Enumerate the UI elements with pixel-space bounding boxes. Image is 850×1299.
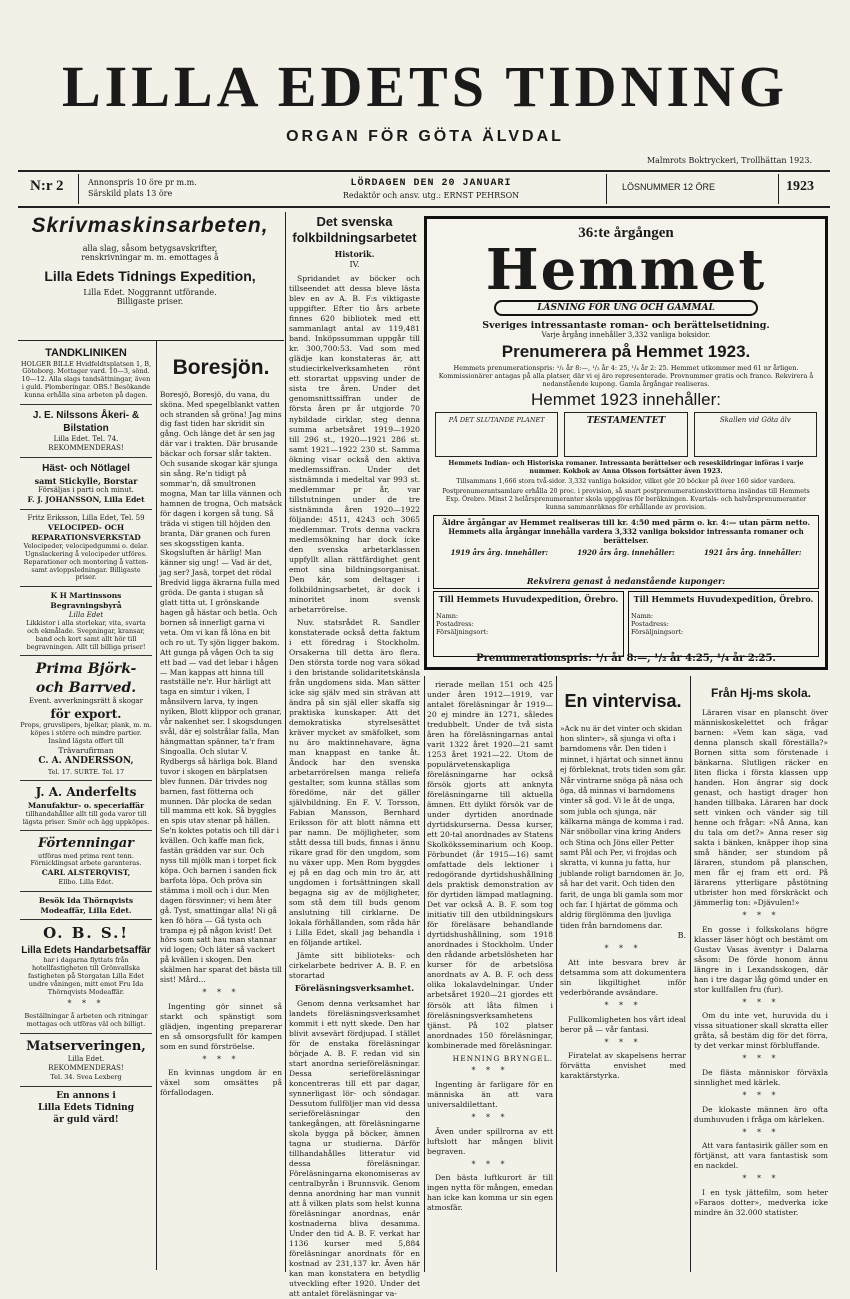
- article-paragraph: rierade mellan 151 och 425 under åren 1912—1919, var antalet föreläsningar år 1919—20 ej mindre än 1271, således tredubbelt. Under de två sista åren ha föreläsningarnas antal varit 1322 året 1920—21 samt 1253 året 1921—22. Utom de populärvetenskapliga föreläsningarne har också försök gjorts att anknyta föreläsningarne till aktuella ämnen. Ett dylikt försök var de under dyrtiden anordnade dyrtidskurserna. Dessa kurser, ett 20-tal anordnades av Statens Skolköksseminarium och Koop. Förbundet (år 1915—16) samt omfattade dels lektioner i redogörande dyrtidshushållning dels praktisk demonstration av för dyrtiden lämpad matlagning. Det var också A. B. F. som tog initiativ till den utbildningskurs för föreläsare behandlande dyrtidshushållning, som 1918 anordnades i Stockholm. Under den rådande arbetslösheten har kurser för de arbetslösa anordnats av A. B. F. och dess olika lokalavdelningar. Under arbetsåret 1920—21 gjordes ett försök att låta filmen i föreläsningsverksamhetens tjänst. På 102 platser anordnades 150 föreläsningar, kombinerade med föreläsningar.: [427, 680, 553, 1050]
- column-rule: [690, 676, 691, 1272]
- year-contents: 1919 års årg. innehåller:: [450, 547, 549, 557]
- obs-title: O. B. S.!: [43, 924, 129, 943]
- dental-clinic-text: HOLGER BILLE Hvidfeldtsplatsen 1, B, Göteborg. Mottager vard. 10—3, sönd. 10—12. Alla slags tandsättningar, även i guld. Plomberingar. OBS.! Besökande kunna erhålla sina arbeten på dagen.: [20, 359, 152, 399]
- hemmet-year: 36:te årgången: [578, 225, 674, 241]
- coupon-field: Försäljningsort:: [436, 627, 489, 636]
- top-rule: [18, 170, 830, 172]
- printer-credit: Malmrots Boktryckeri, Trollhättan 1923.: [646, 156, 812, 165]
- column-rule: [156, 340, 157, 1270]
- ad-rule: [18, 340, 284, 341]
- article-paragraph: En gosse i folkskolans högre klasser läser högt och bestämt om Gustav Vasas äventyr i Dalarna såsom: De förde honom ännu längre in i Lexandsskogen, där han i tre dagar låg gömd under en stor kullfallen fru (fur).: [694, 924, 828, 994]
- aphorism: Även under spillrorna av ett luftslott har mången blivit begraven.: [427, 1126, 553, 1156]
- column-rule: [424, 676, 425, 1272]
- handicraft-title: Lilla Edets Handarbetsaffär: [21, 945, 151, 957]
- aphorism: De flästa människor förväxla sinnlighet med kärlek.: [694, 1067, 828, 1087]
- coupon-field: Postadress:: [436, 619, 474, 628]
- typewriting-ad-line: alla slag, såsom betygsavskrifter,: [82, 244, 218, 253]
- aphorism: Ingenting är farligare för en människa än att vara universaldilettant.: [427, 1080, 553, 1110]
- poem-column: Boresjön. Boresjö, Boresjö, du vana, du sköna. Med spegelblankt vatten och stranden så gröna! Jag mins dig fast tiden har skridit sin gång. Och länge det är sen jag där var i trakten. Där brusande bäckar och forsar slår takten. Och susande skogar kär sjunga sin sång. Re'n tidigt på sommar'n, då smultronen mogna, Man tar lilla vännen och hamnen de trogna, Och matsäck för dagen i korgen så tung. Så träda vi stigen till höjden den branta, Där granen och furen ses skogsstigen kanta. Skogsluften är härlig! Man känner sig ung! — Vad är det, jag ser? Jasä, torpet det rödal Bredvid ligga äkrarna fulla med gröda. De ganta i stugan så glatt titta ut. I grönskande hagen gå hästar och betla. Och bornen så innerligt garna vi veta. Om vi kan få löna en bit och ro ut. Ty sjön ligger bakom. Att gunga på vågen Och ta sig ett bad — vad det lebar i hågen — Man kappas att hinna till rastställe ne'r. Hur härligt att taga en simtur i viken, I månsilvern larva, ty ingen nyiken, Blott klippor och granar, vår nakenhet ser. I skogsdungen svål, där ej solstrålar falla, Man hängmattan spänner, ta'r fram Singoalla. Och slutar V. Rydbergs så härliga bok. Bland tuvor i skogen en bärplatsen blev funnen. Där trivdes nog barnen, fast fötterna och munnen. Där plocka de sedan till mamma ett kok. Så byggles en spis utav stenar på hällen. Se'n koktes potatis och till där i kvällen. Och kaffe man fick, fastän grädden var sur. Och nyss till mjölk man i torpet fick köpa. Och barnen i sanden fick barfota löpa. Och pröva sin stämma i moll och i dur. Men dagen försvinner; vi hem åter gå. Tyst, smattingar alla! Ni gå ken fö höra — Gå tysta och trampa ej på någon kvist! Det hörs som satt hau man stannar vid logen; Och läter så vackert på kvällen i skogen. Den skälmen har sparat det bästa till sist! Mård... * * * Ingenting gör sinnet så starkt och spänstigt som glädjen, ingenting preparerar en så omsorgsfullt för kampen som en sund förströelse. * * * En kvinnas ungdom är en växel som omsättes på förfallodagen.: [160, 356, 282, 1098]
- left-ads-column: TANDKLINIKEN HOLGER BILLE Hvidfeldtsplatsen 1, B, Göteborg. Mottager vard. 10—3, sönd. 10—12. Alla slags tandsättningar, även i guld. Plomberingar. OBS.! Besökande kunna erhålla sina arbeten på dagen. J. E. Nilssons Åkeri- & Bilstation Lilla Edet. Tel. 74. REKOMMENDERAS! Häst- och Nötlagel samt Stickylle, Borstar Försäljas i parti och minut. F. J. JOHANSSON, Lilla Edet Fritz Eriksson, Lilla Edet, Tel. 59 VELOCIPED- OCH REPARATIONSVERKSTAD Velocipeder, velocipedgummi o. delar. Ugnslackering å velocipeder utföres. Reparationer och montering å vatten- samt avloppsledningar. Billigaste priser. K H Martinssons Begravningsbyrå Lilla Edet Likkistor i alla storlekar, vita, svarta och ekmålade. Svepningar, kransar, band och kort samt allt hör till begravningen. Allt till billiga priser! Prima Björk- och Barrved. Event. avverkningsrätt å skogar för export. Props, gruvslipers, bjelkar, plank, m. m. köpes i större och mindre partier. Insänd lägsta offert till Trävarufirman C. A. ANDERSSON, Tel. 17. SURTE. Tel. 17 J. A. Anderfelts Manufaktur- o. speceriaffär tillhandahåller allt till goda varor till lägsta priser. Smör och ägg uppköpes. Förtenningar utföras med prima rent tenn. Förnicklingsat arbete garanteras. CARL ALSTERQVIST, Ellbo. Lilla Edet. Besök Ida Thörnqvists Modeaffär, Lilla Edet. O. B. S.! Lilla Edets Handarbetsaffär har i dagarna flyttats från hotellfastigheten till Grönvallska fastigheten på Storgatan Lilla Edet undre våningen, mitt emot Fru Ida Thörnqvists Modeaffär. * * * Beställningar å arbeten och ritningar mottagas och utföras väl och billigt. Matserveringen, Lilla Edet. REKOMMENDERAS! Tel. 34. Svea Lexberg En annons i Lilla Edets Tidning är guld värd!: [20, 347, 152, 1125]
- firewood-title: Prima Björk-: [35, 661, 137, 678]
- article-subtitle: Historik.: [334, 249, 375, 260]
- winter-song-text: »Ack nu är det vinter och skidan hon slinter», så sjunga vi ofta i barndomens vår. Den tiden i minnet, i hjärtat och sinnet ännu ej förbleknat, trots tiden som går. Når vintrarne snöga på näsa och öga, då minnas vi barndomens vinter så god. Vi le åt de unga, som jubla och sjunga, när kälkarna mänga de komma i rad. När snöbollar vina kring Anders och Stina och Jöns eller Petter samt Pål och Per, vi frojdas och skratta, vi kunna ju fatta, hur jublande roligt barndomen är. Jo, så har det varit. Och tiden den farit, de unga bli gamla som mor och far. I hjärtat de gömma och aldrig förglömma den ljuvliga tiden från barndomens dar.: [560, 723, 686, 930]
- hemmet-ad: [424, 216, 828, 670]
- typewriting-ad-line: Lilla Edet. Noggrannt utförande.: [83, 288, 217, 297]
- tinning-place: Ellbo. Lilla Edet.: [58, 878, 114, 887]
- house-ad-line: Lilla Edets Tidning: [38, 1102, 134, 1113]
- poem-text: Boresjö, Boresjö, du vana, du sköna. Med spegelblankt vatten och stranden så gröna! Jag mins dig fast tiden har skridit sin gång. Och länge det är sen jag där var i trakten. Där brusande bäckar och forsar slår takten. Och susande skogar kär sjunga sin sång. Re'n tidigt på sommar'n, då smultronen mogna, Man tar lilla vännen och hamnen de trogna, Och matsäck för dagen i korgen så tung. Så träda vi stigen till höjden den branta, Där granen och furen ses skogsstigen kanta. Skogsluften är härlig! Man känner sig ung! — Vad är det, jag ser? Jasä, torpet det rödal Bredvid ligga äkrarna fulla med gröda. De ganta i stugan så glatt titta ut. I grönskande hagen gå hästar och betla. Och bornen så innerligt garna vi veta. Om vi kan få löna en bit och ro ut. Ty sjön ligger bakom. Att gunga på vågen Och ta sig ett bad — vad det lebar i hågen — Man kappas att hinna till rastställe ne'r. Hur härligt att taga en simtur i viken, I månsilvern larva, ty ingen nyiken, Blott klippor och granar, vår nakenhet ser. I skogsdungen svål, där ej solstrålar falla, Man hängmattan spänner, ta'r fram Singoalla. Och slutar V. Rydbergs så härliga bok. Bland tuvor i skogen en bärplatsen blev funnen. Där trivdes nog barnen, fast fötterna och munnen. Där plocka de sedan till mamma ett kok. Så byggles en spis utav stenar på hällen. Se'n koktes potatis och till där i kvällen. Och kaffe man fick, fastän grädden var sur. Och nyss till mjölk man i torpet fick köpa. Och barnen i sanden fick barfota löpa. Och pröva sin stämma i moll och i dur. Men dagen försvinner; vi hem åter gå. Tyst, smattingar alla! Ni gå ken fö höra — Gå tysta och trampa ej på någon kvist! Det hörs som satt hau man stannar vid logen; Och läter så vackert på kvällen i skogen. Den skälmen har sparat det bästa till sist! Mård...: [160, 389, 282, 985]
- bicycle-shop-title: VELOCIPED- OCH REPARATIONSVERKSTAD: [31, 523, 141, 543]
- hauling-title: J. E. Nilssons Åkeri- & Bilstation: [32, 409, 140, 434]
- ad-price-special: Särskild plats 13 öre: [88, 189, 173, 198]
- firewood-title-2: och Barrved.: [35, 679, 137, 696]
- dental-clinic-title: TANDKLINIKEN: [45, 347, 127, 359]
- aphorism: Att inte besvara brev är detsamma som att dokumentera sin likgiltighet inför vederbörande avsändare.: [560, 958, 686, 998]
- school-anecdotes-column: Från Hj-ms skola. Läraren visar en planscht över människoskelettet och frågar barnen: »Vem kan säga, vad denna plansch skall föreställa?» Bornen sitta som förstenade i bänkarna. Slutligen räcker en liten flicka i första klassen upp handen. Hon ängrar sig dock genast, och hastigt drager hon handen tillbaka. Läraren har dock sett vinken och vänder sig till henne och frågar: »Nå Anna, kan du tala om det?» Anna reser sig sakta i bänken, knäpper ihop sina små händer, ser stundom på läraren, stundom på planschen, men får ej fram ett ord. På lärarens ytterligare påstötning utbrister hon med förskräckt och jämmerlig ton: »Djävulen!» * * * En gosse i folkskolans högre klasser läser högt och bestämt om Gustav Vasas äventyr i Dalarna såsom: De förde honom ännu längre in i Lexandsskogen, där han i tre dagar låg gömd under en stor kullfallen fru (fur). * * * Om du inte vet, huruvida du i vissa situationer skall skratta eller gråta, så bestäm dig för det förra, ty det verkar minst förbluffande. * * * De flästa människor förväxla sinnlighet med kärlek. * * * De klokaste männen äro ofta dumhuvuden i fråga om kärleken. * * * Att vara fantasirik gäller som en förtjänst, att vara fantastisk som en nackdel. * * * I en tysk jättefilm, som heter »Faraos dotter», medverka icke mindre än 32.000 statister.: [694, 686, 828, 1217]
- article-section-heading: Föreläsningsverksamhet.: [294, 984, 415, 995]
- book-cover: PÅ DET SLUTANDE PLANET: [435, 412, 558, 457]
- single-copy-price: LÖSNUMMER 12 ÖRE: [622, 182, 716, 192]
- year-contents: 1921 års årg. innehåller:: [703, 547, 802, 557]
- tinning-text: utföras med prima rent tenn. Förnicklingsat arbete garanteras.: [30, 851, 142, 868]
- hauling-sub: Lilla Edet. Tel. 74. REKOMMENDERAS!: [48, 434, 124, 453]
- coupon-field: Postadress:: [631, 619, 669, 628]
- newspaper-title: LILLA EDETS TIDNING: [61, 54, 789, 119]
- folk-education-article: [289, 214, 420, 1299]
- firewood-tel: Tel. 17. SURTE. Tel. 17: [47, 767, 125, 776]
- aphorism: De klokaste männen äro ofta dumhuvuden i fråga om kärleken.: [694, 1104, 828, 1124]
- restaurant-tel: Tel. 34. Svea Lexberg: [50, 1073, 122, 1082]
- infobar-divider: [78, 174, 79, 204]
- coupon-field: Namn:: [436, 611, 459, 620]
- typewriting-ad-title: Skrivmaskinsarbeten,: [31, 214, 269, 237]
- aphorism: Firatelat av skapelsens herrar förvätta envishet med karaktärstyrka.: [560, 1051, 686, 1081]
- article-paragraph: Genom denna verksamhet har landets föreläsningsverksamhet kommit i ett nytt skede. Den har blivit avsevärt fördjupad. I stället för de enstaka föreläsningar började A. B. F. redan vid sin start anordna serieföreläsningar. Dessa serieföreläsningar koncentreras till ett par dagar, synnerligast lör- och söndagar. Dessutom fullföljer man vid dessa serieföreläsningar den tankegången, att föreläsningarne skola bygga på böcker, ämnen tagna ur studierna. Därför tillhandahålles litteratur vid dessa föreläsningar. Föreläsningarna ekonomiseras av centralbyrån i Brunnsvik. Genom denna anordning har man vunnit att å vilken plats som helst kunna föreläsningar anordnas, enär kostnaderna bliva desamma. Under den tid A. B. F. verkat har 1136 kurser med 5,884 föreläsningar anordnats för en kostnad av 231,137 kr. Även här kan man konstatera en betydlig utveckling efter 1920. Under det att antalet föreläsningar va-: [289, 998, 420, 1299]
- article-signature: HENNING BRYNGEL.: [452, 1053, 553, 1063]
- aphorism: Den bästa luftkurort är till ingen nytta för mången, emedan han icke kan komma ur sin egen atmosfär.: [427, 1173, 553, 1213]
- year: 1923: [786, 179, 814, 194]
- info-rule: [18, 206, 830, 208]
- hemmet-price-footer: Prenumerationspris: ¹/₁ år 8:—, ¹/₂ år 4:25, ¹/₄ år 2:25.: [476, 653, 776, 664]
- hemmet-line: Postprenumerantsamlare erhålla 20 proc. i provision, så snart postprenumerationskvitterna insändas till Hemmets Exp. Örebro. Minst 2 helårsprenumeranter skola uppgivas för beräkningen. Kvartals- och halvårsprenumeranter kunna sammanräknas för erhållande av provision.: [442, 487, 810, 511]
- firewood-name: C. A. ANDERSSON,: [38, 755, 134, 766]
- restaurant-recommend: REKOMMENDERAS!: [48, 1063, 124, 1072]
- article-title: Det svenska folkbildningsarbetet: [292, 214, 417, 245]
- typewriting-ad-line: Billigaste priser.: [116, 297, 184, 306]
- firewood-export: för export.: [50, 706, 122, 721]
- issue-number: N:r 2: [30, 178, 64, 194]
- fashion-shop: Besök Ida Thörnqvists Modeaffär, Lilla Edet.: [38, 895, 134, 915]
- issue-date: LÖRDAGEN DEN 20 JANUARI: [350, 178, 512, 189]
- ad-price: Annonspris 10 öre pr m.m.: [88, 178, 197, 187]
- firewood-text: Props, gruvslipers, bjelkar, plank, m. m. köpes i större och mindre partier. Insänd lägsta offert till: [20, 721, 152, 745]
- winter-song-title: En vintervisa.: [564, 691, 682, 711]
- winter-song-signature: B.: [677, 930, 686, 940]
- poem-title: Boresjön.: [172, 356, 270, 379]
- coupon-field: Namn:: [631, 611, 654, 620]
- funeral-text: Likkistor i alla storlekar, vita, svarta och ekmålade. Svepningar, kransar, band och kort samt allt hör till begravningen. Allt till billiga priser!: [26, 619, 146, 651]
- handicraft-orders: Beställningar å arbeten och ritningar mottagas och utföras väl och billigt.: [24, 1011, 148, 1028]
- coupon-title: Till Hemmets Huvudexpedition, Örebro.: [438, 593, 619, 604]
- coupon-field: Försäljningsort:: [631, 627, 684, 636]
- year-contents: 1920 års årg. innehåller:: [577, 547, 675, 557]
- hemmet-logo: Hemmet: [485, 237, 767, 303]
- firewood-line: Event. avverkningsrätt å skogar: [29, 697, 143, 706]
- coupon-title: Till Hemmets Huvudexpedition, Örebro.: [633, 593, 814, 604]
- hemmet-order-heading: Rekvirera genast å nedanstående kuponger:: [526, 575, 726, 586]
- article-paragraph: Jämte sitt biblioteks- och cirkelarbete bedriver A. B. F. en storartad: [289, 951, 420, 981]
- hemmet-line: Äldre årgångar av Hemmet realiseras till kr. 4:50 med pärm o. kr. 4:— utan pärm netto.: [441, 517, 811, 527]
- aphorism: I en tysk jättefilm, som heter »Faraos dotter», medverka icke mindre än 32.000 statister.: [694, 1187, 828, 1217]
- winter-song-column: En vintervisa. »Ack nu är det vinter och skidan hon slinter», så sjunga vi ofta i barndomens vår. Den tiden i minnet, i hjärtat och sinnet ännu ej förbleknat, trots tiden som går. Når vintrarne snöga på näsa och öga, då minnas vi barndomens vinter så god. Vi le åt de unga, som jubla och sjunga, när kälkarna mänga de komma i rad. När snöbollar vina kring Anders och Stina och Jöns eller Petter samt Pål och Per, vi frojdas och skratta, vi kunna ju fatta, hur jublande roligt barndomen är. Jo, så har det varit. Och tiden den farit, de unga bli gamla som mor och far. I hjärtat de gömma och aldrig förglömma den ljuvliga tiden från barndomens dar. B. * * * Att inte besvara brev är detsamma som att dokumentera sin likgiltighet inför vederbörande avsändare. * * * Fullkomligheten hos vårt ideal beror på — vår fantasi. * * * Firatelat av skapelsens herrar förvätta envishet med karaktärstyrka.: [560, 691, 686, 1081]
- column-rule: [556, 676, 557, 1272]
- typewriting-ad: [18, 214, 282, 338]
- anderfelts-title: J. A. Anderfelts: [35, 785, 137, 800]
- article-continuation: rierade mellan 151 och 425 under åren 1912—1919, var antalet föreläsningar år 1919—20 ej mindre än 1271, således tredubbelt. Under de två sista åren ha föreläsningarnas antal varit 1322 året 1920—21 samt 1253 året 1921—22. Utom de populärvetenskapliga föreläsningarne har också försök gjorts att anknyta föreläsningarne till aktuella ämnen. Ett dylikt försök var de under dyrtiden anordnade dyrtidskurserna. Dessa kurser, ett 20-tal anordnades av Statens Skolköksseminarium och Koop. Förbundet (år 1915—16) samt omfattade dels lektioner i redogörande dyrtidshushållning dels praktisk demonstration av för dyrtiden lämpad matlagning. Det var också A. B. F. som tog initiativ till den utbildningskurs för föreläsare behandlande dyrtidshushållning, som 1918 anordnades i Stockholm. Under den rådande arbetslösheten har kurser för de arbetslösa anordnats av A. B. F. och dess olika lokalavdelningar. Under arbetsåret 1920—21 gjordes ett försök att låta filmen i föreläsningsverksamhetens tjänst. På 102 platser anordnades 150 föreläsningar, kombinerade med föreläsningar. HENNING BRYNGEL. * * * Ingenting är farligare för en människa än att vara universaldilettant. * * * Även under spillrorna av ett luftslott har mången blivit begraven. * * * Den bästa luftkurort är till ingen nytta för mången, emedan han icke kan komma ur sin egen atmosfär.: [427, 680, 553, 1213]
- book-cover: TESTAMENTET: [564, 412, 687, 457]
- harness-name: F. J. JOHANSSON, Lilla Edet: [27, 495, 145, 505]
- aphorism: Ingenting gör sinnet så starkt och spänstigt som glädjen, ingenting preparerar en så omsorgsfullt för kampen som en sund förströelse.: [160, 1001, 282, 1051]
- typewriting-ad-line: renskrivningar m. m. emottages å: [81, 253, 219, 262]
- hemmet-line: Tillsammans 1,666 stora två-sidor. 3,332 vanliga boksidor, vilket gör 20 böcker på över 160 sidor vardera.: [456, 478, 796, 486]
- aphorism: Fullkomligheten hos vårt ideal beror på — vår fantasi.: [560, 1014, 686, 1034]
- tinning-name: CARL ALSTERQVIST,: [41, 868, 131, 878]
- funeral-title: K H Martinssons Begravningsbyrå: [50, 591, 122, 611]
- aphorism: Att vara fantasirik gäller som en förtjänst, att vara fantastisk som en nackdel.: [694, 1141, 828, 1171]
- aphorism: Om du inte vet, huruvida du i vissa situationer skall skratta eller gråta, så bestäm dig för det förra, ty det verkar minst förbluffande.: [694, 1011, 828, 1051]
- article-paragraph: Spridandet av böcker och tillseendet att dessa bleve lästa blev en av A. B. F:s viktigaste uppgifter. Efter tio års arbete finnes 620 bibliotek med ett sammanlagt antal av 119,481 band. Inköpssumman uppgår till kr. 300,700:53. Vad som med glädje kan konstateras är, att studiecirkelverksamheten rönt ett storartat uppsving under de sista tre åren. Under det genomsnittssiffran under de första åren pr år utgjorde 70 nybildade cirklar, steg denna summa arbetsåret 1919—1920 till 296 st., 1920—1921 286 st. samt 1921—1922 230 st. Samma ökning visar också den aktiva medlemssiffran. Under det sistnämnda i medeltal var 993 st. medlemmar pr år, var tillstutningen under de tre sistnämnda åren 1920—1922 följande: 4511, 4243 och 3065 medlemmar. Trots denna vackra medlemsökning har dock icke den svenska arbetarklassen uppfyllt allan rättfärdighet gent emot sina bildningsorganisat. Den kär, som deltager i folkbildningsarbetet, är dock i minoritet inom svensk arbetarrörelse.: [289, 274, 420, 614]
- hemmet-subscribe: Prenumerera på Hemmet 1923.: [501, 342, 751, 361]
- article-paragraph: Nuv. statsrådet R. Sandler konstaterade också detta faktum i ett föredrag i Stockholm. Orsakerna till detta äro flera. Den största torde nog vara sökad i den bristande solidaritetskänsla från ungdomens sida. Man sätter icke sig själv med sin strävan att ändra på sin själ eller skaffa sig praktiska kunskaper. Att det demokratiska styrelsesättet kräver mycket av smäfolket, som nu äro maktinnehavare, ägna man knappast en tanke åt. Ändock har den svenska arbetarrörelsen manga reliefa gestalter, som kunna ställas som föredöme, när det gäller självbildning. En F. V. Torsson, Fabian Mansson, Bernhard Eriksson för att blott nämna ett par namn. De möjligheter, som stått dessa till buds, finnas i ännu rikare grad för den ungdom, som nu växer upp. Men Rom byggdes ej på en dag och min tro är, att ungdomen i fortsättningen skall begagna sig av de möjligheter, som stå dem till buds genom anslutning till cirklarne. De lokala förhållanden, som råda här i Lilla Edet, skall jag behandla i en följande artikel.: [289, 617, 420, 948]
- house-ad-line: En annons i: [56, 1090, 116, 1101]
- handicraft-text: har i dagarna flyttats från hotellfastigheten till Grönvallska fastigheten på Storgatan Lilla Edet undre våningen, mitt emot Fru Ida Thörnqvists Modeaffär.: [27, 956, 145, 996]
- hemmet-line: Hemmets prenumerationspris: ¹/₁ år 8:—, ¹/₂ år 4: 25, ¹/₄ år 2: 25. Hemmet utkommer med 61 nr årligen. Kommissionärer antagas på alla platser, där vi ej äro representerade. Provnummer gratis och franco. Rekvirera å nedanstående kupong. Gamla årgångar realiseras.: [438, 364, 814, 389]
- article-part: IV.: [349, 259, 360, 269]
- hemmet-tagline: LÄSNING FÖR UNG OCH GAMMAL: [494, 300, 758, 316]
- firewood-company: Trävarufirman: [58, 745, 114, 755]
- anderfelts-sub: Manufaktur- o. speceriaffär: [27, 800, 145, 810]
- infobar-divider: [778, 174, 779, 204]
- hemmet-line: Varje årgång innehåller 3,332 vanliga boksidor.: [541, 331, 711, 339]
- restaurant-place: Lilla Edet.: [67, 1054, 105, 1063]
- harness-line: Försäljas i parti och minut.: [38, 486, 134, 495]
- tinning-title: Förtenningar: [38, 836, 134, 852]
- school-anecdotes-title: Från Hj-ms skola.: [710, 686, 812, 700]
- article-paragraph: Läraren visar en planscht över människoskelettet och frågar barnen: »Vem kan säga, vad denna plansch skall föreställa?» Bornen sitta som förstenade i bänkarna. Slutligen räcker en liten flicka i första klassen upp handen. Hon ängrar sig dock genast, och hastigt drager hon handen tillbaka. Läraren har dock sett vinken och vänder sig till henne och frågar: »Nå Anna, kan du tala om det?» Anna reser sig sakta i bänken, knäpper ihop sina små händer, ser stundom på läraren, stundom på planschen, men får ej fram ett ord. På lärarens ytterligare påstötning utbrister hon med förskräckt och jämmerlig ton: »Djävulen!»: [694, 707, 828, 908]
- harness-title: Häst- och Nötlagel: [42, 463, 130, 475]
- restaurant-title: Matserveringen,: [26, 1038, 146, 1054]
- infobar-divider: [606, 174, 607, 204]
- book-cover: Skallen vid Göta älv: [694, 412, 817, 457]
- bicycle-shop-owner: Fritz Eriksson, Lilla Edet, Tel. 59: [27, 514, 145, 523]
- house-ad-line: är guld värd!: [53, 1114, 119, 1125]
- hemmet-line: Hemmets Indian- och Historiska romaner. Intressanta berättelser och reseskildringar införas i varje nummer. Kokbok av Anna Olsson fortsätter även 1923.: [448, 460, 804, 476]
- editor-line: Redaktör och ansv. utg.: ERNST PEHRSON: [342, 191, 520, 200]
- hemmet-contents-title: Hemmet 1923 innehåller:: [531, 390, 721, 410]
- bicycle-shop-text: Velocipeder, velocipedgummi o. delar. Ugnslackering å velocipeder utföres. Reparationer och montering å vatten- samt avloppsledningar. Billigaste priser.: [23, 542, 149, 582]
- funeral-sub: Lilla Edet: [68, 610, 104, 619]
- newspaper-subtitle: ORGAN FÖR GÖTA ÄLVDAL: [286, 128, 564, 145]
- hemmet-line: Sveriges intressantaste roman- och berättelsetidning.: [482, 320, 770, 331]
- column-rule: [285, 212, 286, 1272]
- typewriting-ad-company: Lilla Edets Tidnings Expedition,: [44, 268, 256, 284]
- hemmet-line: Hemmets alla årgångar innehålla vardera 3,332 vanliga boksidor intressanta romaner och berättelser.: [448, 526, 804, 545]
- harness-sub: samt Stickylle, Borstar: [34, 475, 138, 486]
- aphorism: En kvinnas ungdom är en växel som omsättes på förfallodagen.: [160, 1068, 282, 1098]
- anderfelts-text: tillhandahåller allt till goda varor till lägsta priser. Smör och ägg uppköpes.: [22, 809, 150, 826]
